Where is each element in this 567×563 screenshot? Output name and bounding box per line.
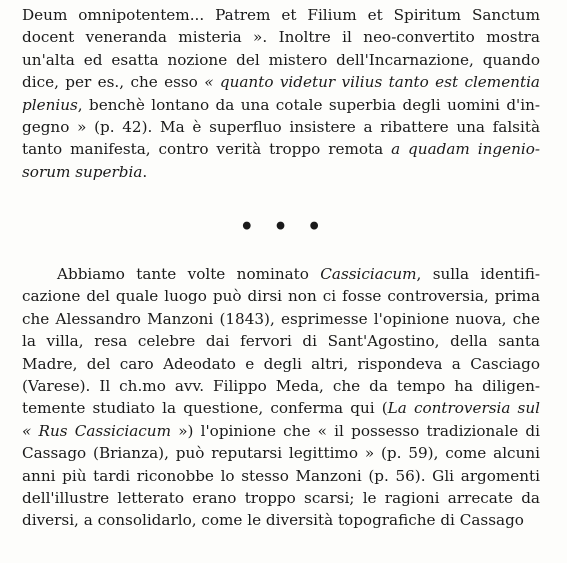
text-line: docent veneranda misteria ». Inoltre il neo-convertito mostra [22,28,540,47]
text-segment: tanto manifesta, contro verità troppo remota [22,140,392,159]
text-segment: Abbiamo tante volte nominato [57,265,321,283]
text-line [22,420,540,442]
text-line [22,161,540,183]
italic-text: « quanto videtur vilius tanto est clementia [204,73,540,92]
text-line: dell'illustre letterato erano troppo scarsi; le ragioni arrecate da [22,489,540,507]
text-line: cazione del quale luogo può dirsi non ci fosse controversia, prima [22,287,540,306]
text-line [22,397,540,419]
text-line: gegno » (p. 42). Ma è superfluo insistere a ribattere una falsità [22,118,540,136]
text-segment: , benchè lontano da una cotale superbia degli uomini d'in- [77,95,540,114]
text-line: Deum omnipotentem... Patrem et Filium et Spiritum Sanctum [22,6,540,24]
text-line: anni più tardi riconobbe lo stesso Manzoni (p. 56). Gli argomenti [22,466,540,485]
italic-text: Cassiciacum [320,265,417,283]
section-separator: • • • [239,214,328,240]
italic-text: sorum superbia [22,162,143,181]
text-segment: temente studiato la questione, conferma qui ( [22,399,388,418]
italic-text: La controversia sul [387,399,540,418]
italic-text: plenius [22,95,78,114]
text-line: che Alessandro Manzoni (1843), esprimesse l'opinione nuova, che [22,309,540,328]
text-line: Madre, del caro Adeodato e degli altri, rispondeva a Casciago [22,354,540,373]
italic-text: « Rus Cassiciacum [22,421,171,440]
text-line [22,71,540,93]
text-segment: ») l'opinione che « il possesso tradizionale di [170,421,540,440]
text-line: la villa, resa celebre dai fervori di Sant'Agostino, della santa [22,332,540,351]
text-line: diversi, a consolidarlo, come le diversità topografiche di Cassago [22,511,524,530]
text-segment: dice, per es., che esso [22,73,205,92]
text-segment: . [142,162,148,181]
text-line: un'alta ed esatta nozione del mistero dell'Incarnazione, quando [22,50,540,69]
text-line [22,138,540,160]
text-line [22,94,540,116]
text-segment: , sulla identifi- [416,265,540,283]
text-line: Cassago (Brianza), può reputarsi legittimo » (p. 59), come alcuni [22,444,540,463]
italic-text: a quadam ingenio- [391,140,540,159]
text-line: (Varese). Il ch.mo avv. Filippo Meda, che da tempo ha diligen- [22,377,540,395]
text-line [57,263,540,285]
